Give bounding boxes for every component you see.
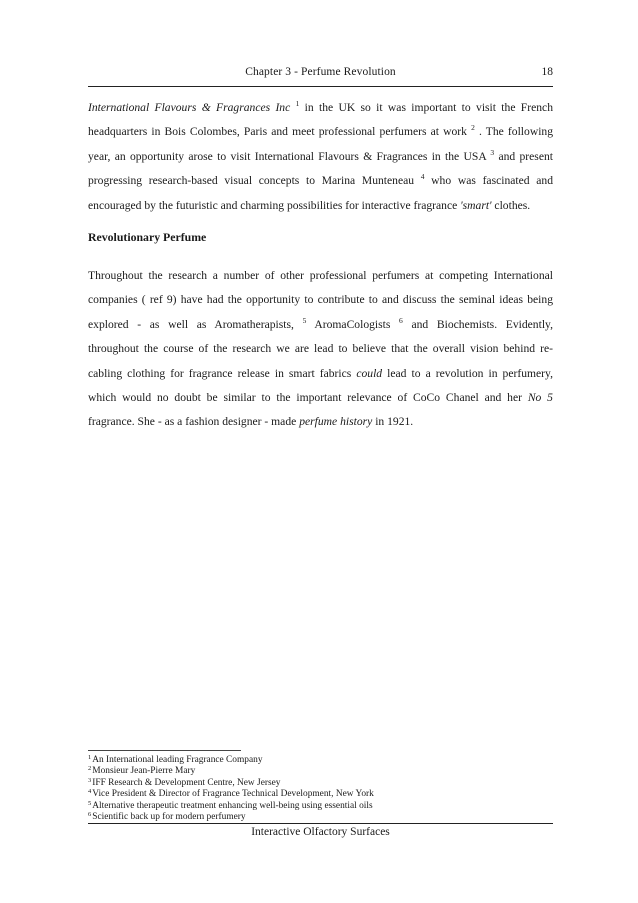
text-line: cabling clothing for fragrance release in smart fabrics could lead to a revolution in perfumery, — [88, 366, 553, 380]
running-header-title: Chapter 3 - Perfume Revolution — [245, 66, 396, 78]
footnote-ref[interactable]: 4 — [420, 172, 425, 182]
section-heading: Revolutionary Perfume — [88, 230, 207, 244]
footnote-ref[interactable]: 1 — [295, 99, 300, 108]
footnote-ref[interactable]: 3 — [490, 147, 495, 157]
paragraph-intro — [88, 96, 553, 218]
text-line: headquarters in Bois Colombes, Paris and meet professional perfumers at work $^2$ . The following — [88, 123, 554, 139]
footnote-divider — [88, 750, 241, 751]
text-line: fragrance. She - as a fashion designer - made perfume history in 1921. — [88, 415, 414, 429]
footnote-item: $^1$An International leading Fragrance Company — [88, 754, 263, 765]
text-line: which would no doubt be similar to the important relevance of CoCo Chanel and her No 5 — [88, 391, 553, 405]
footnote-item: $^5$Alternative therapeutic treatment enhancing well-being using essential oils — [88, 799, 373, 811]
text-line: year, an opportunity arose to visit International Flavours & Fragrances in the USA $^3$ and present — [88, 147, 553, 163]
running-footer-title: Interactive Olfactory Surfaces — [251, 826, 390, 838]
text-line: encouraged by the futuristic and charming possibilities for interactive fragrance 'smart' clothes. — [88, 198, 531, 212]
footnote-item: $^3$IFF Research & Development Centre, New Jersey — [88, 776, 281, 788]
footnote-ref[interactable]: 2 — [471, 123, 475, 133]
footnote-ref[interactable]: 6 — [399, 315, 403, 325]
paragraph-revolution — [88, 264, 553, 435]
text-line: Throughout the research a number of other professional perfumers at competing International — [88, 269, 553, 282]
footer-divider — [88, 823, 553, 824]
page-number: 18 — [541, 66, 553, 78]
text-line: International Flavours & Fragrances Inc $^1$ in the UK so it was important to visit the French — [88, 99, 553, 114]
footnote-item: $^4$Vice President & Director of Fragrance Technical Development, New York — [88, 788, 374, 800]
header-divider — [88, 86, 553, 87]
footnote-item: $^6$Scientific back up for modern perfumery — [88, 811, 246, 823]
text-line: throughout the course of the research we are lead to believe that the overall vision behind re- — [88, 342, 553, 356]
text-line: progressing research-based visual concepts to Marina Munteneau $^4$ who was fascinated and — [88, 172, 553, 188]
footnotes — [88, 755, 553, 823]
footnote-item: $^2$Monsieur Jean-Pierre Mary — [88, 765, 196, 777]
text-line: companies ( ref 9) have had the opportunity to contribute to and discuss the seminal ideas being — [88, 293, 553, 307]
text-line: explored - as well as Aromatherapists, $^5$ AromaCologists $^6$ and Biochemists. Evidently, — [88, 315, 553, 331]
footnote-ref[interactable]: 5 — [302, 315, 307, 325]
